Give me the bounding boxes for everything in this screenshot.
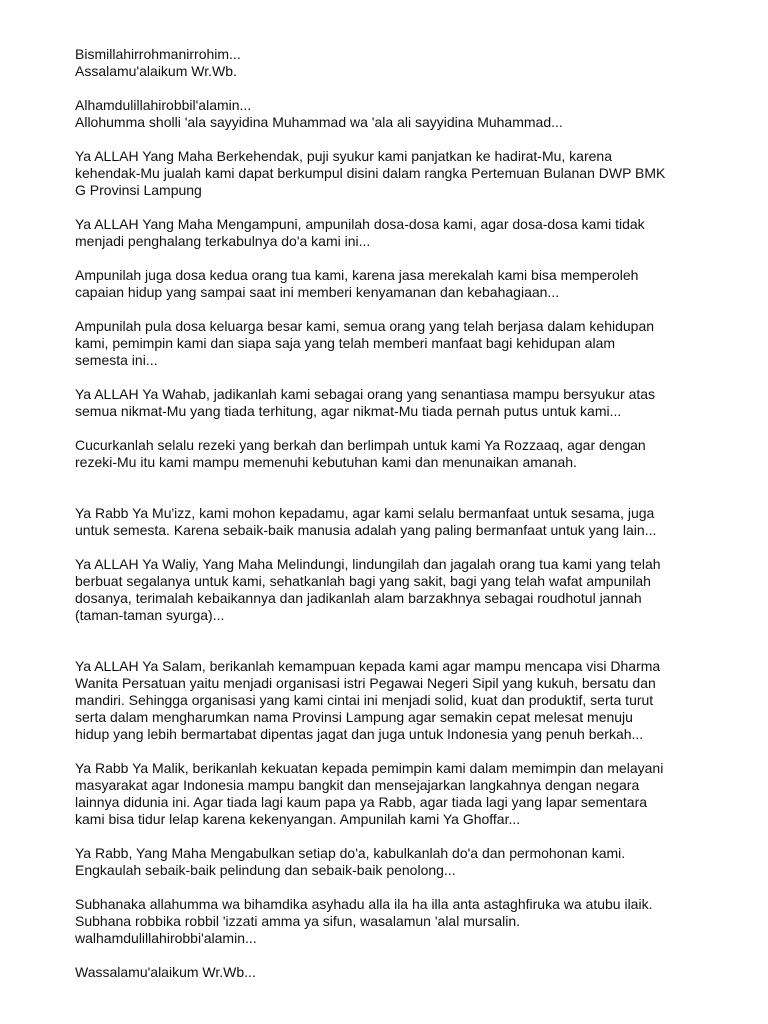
paragraph: [75, 845, 735, 879]
text-line: Wassalamu'alaikum Wr.Wb...: [75, 964, 256, 980]
text-line: kehendak-Mu jualah kami dapat berkumpul disini dalam rangka Pertemuan Bulanan DWP BMK: [75, 165, 666, 181]
text-line: Ya ALLAH Ya Wahab, jadikanlah kami sebagai orang yang senantiasa mampu bersyukur atas: [75, 386, 656, 402]
paragraph: [75, 658, 735, 743]
paragraph: [75, 964, 735, 981]
text-line: Cucurkanlah selalu rezeki yang berkah dan berlimpah untuk kami Ya Rozzaaq, agar dengan: [75, 437, 646, 453]
text-line: Engkaulah sebaik-baik pelindung dan sebaik-baik penolong...: [75, 862, 456, 878]
text-line: kami, pemimpin kami dan siapa saja yang telah memberi manfaat bagi kehidupan alam: [75, 335, 616, 351]
text-line: G Provinsi Lampung: [75, 182, 202, 198]
text-line: serta dalam mengharumkan nama Provinsi Lampung agar semakin cepat melesat menuju: [75, 709, 633, 725]
text-line: untuk semesta. Karena sebaik-baik manusia adalah yang paling bermanfaat untuk yang lain...: [75, 522, 657, 538]
text-line: walhamdulillahirobbi'alamin...: [75, 930, 257, 946]
text-line: Ya ALLAH Yang Maha Mengampuni, ampunilah dosa-dosa kami, agar dosa-dosa kami tidak: [75, 216, 645, 232]
text-line: mandiri. Sehingga organisasi yang kami cintai ini menjadi solid, kuat dan produktif, serta turut: [75, 692, 654, 708]
text-line: masyarakat agar Indonesia mampu bangkit dan mensejajarkan langkahnya dengan negara: [75, 777, 640, 793]
text-line: Ya Rabb Ya Malik, berikanlah kekuatan kepada pemimpin kami dalam memimpin dan melayani: [75, 760, 664, 776]
text-line: Ya ALLAH Ya Waliy, Yang Maha Melindungi, lindungilah dan jagalah orang tua kami yang telah: [75, 556, 661, 572]
paragraph: [75, 97, 735, 131]
paragraph: [75, 148, 735, 199]
paragraph: [75, 46, 735, 80]
text-line: Ya ALLAH Yang Maha Berkehendak, puji syukur kami panjatkan ke hadirat-Mu, karena: [75, 148, 612, 164]
paragraph: [75, 556, 735, 624]
paragraph: [75, 216, 735, 250]
paragraph: [75, 437, 735, 471]
text-line: rezeki-Mu itu kami mampu memenuhi kebutuhan kami dan menunaikan amanah.: [75, 454, 577, 470]
text-line: Bismillahirrohmanirrohim...: [75, 46, 241, 62]
paragraph: [75, 386, 735, 420]
text-line: Ampunilah juga dosa kedua orang tua kami, karena jasa merekalah kami bisa memperoleh: [75, 267, 639, 283]
text-line: hidup yang lebih bermartabat dipentas jagat dan juga untuk Indonesia yang penuh berkah...: [75, 726, 644, 742]
text-line: semesta ini...: [75, 352, 158, 368]
text-line: capaian hidup yang sampai saat ini memberi kenyamanan dan kebahagiaan...: [75, 284, 560, 300]
text-line: Wanita Persatuan yaitu menjadi organisasi istri Pegawai Negeri Sipil yang kukuh, bersatu dan: [75, 675, 656, 691]
text-line: Ampunilah pula dosa keluarga besar kami, semua orang yang telah berjasa dalam kehidupan: [75, 318, 655, 334]
text-line: dosanya, terimalah kebaikannya dan jadikanlah alam barzakhnya sebagai roudhotul jannah: [75, 590, 642, 606]
text-line: Subhanaka allahumma wa bihamdika asyhadu alla ila ha illa anta astaghfiruka wa atubu ilaik.: [75, 896, 653, 912]
text-line: kami bisa tidur lelap karena kekenyangan. Ampunilah kami Ya Ghoffar...: [75, 811, 521, 827]
text-line: semua nikmat-Mu yang tiada terhitung, agar nikmat-Mu tiada pernah putus untuk kami...: [75, 403, 622, 419]
text-line: Ya Rabb, Yang Maha Mengabulkan setiap do'a, kabulkanlah do'a dan permohonan kami.: [75, 845, 626, 861]
paragraph: [75, 505, 735, 539]
paragraph: [75, 267, 735, 301]
text-line: Assalamu'alaikum Wr.Wb.: [75, 63, 237, 79]
text-line: (taman-taman syurga)...: [75, 607, 225, 623]
document-page: [75, 46, 735, 981]
paragraph: [75, 760, 735, 828]
text-line: Allohumma sholli 'ala sayyidina Muhammad wa 'ala ali sayyidina Muhammad...: [75, 114, 563, 130]
paragraph: [75, 318, 735, 369]
paragraph: [75, 896, 735, 947]
text-line: Ya ALLAH Ya Salam, berikanlah kemampuan kepada kami agar mampu mencapa visi Dharma: [75, 658, 661, 674]
text-line: lainnya didunia ini. Agar tiada lagi kaum papa ya Rabb, agar tiada lagi yang lapar sementara: [75, 794, 648, 810]
text-line: Alhamdulillahirobbil'alamin...: [75, 97, 252, 113]
text-line: Subhana robbika robbil 'izzati amma ya sifun, wasalamun 'alal mursalin.: [75, 913, 521, 929]
text-line: berbuat segalanya untuk kami, sehatkanlah bagi yang sakit, bagi yang telah wafat ampunilah: [75, 573, 651, 589]
text-line: menjadi penghalang terkabulnya do'a kami ini...: [75, 233, 371, 249]
text-line: Ya Rabb Ya Mu'izz, kami mohon kepadamu, agar kami selalu bermanfaat untuk sesama, juga: [75, 505, 655, 521]
